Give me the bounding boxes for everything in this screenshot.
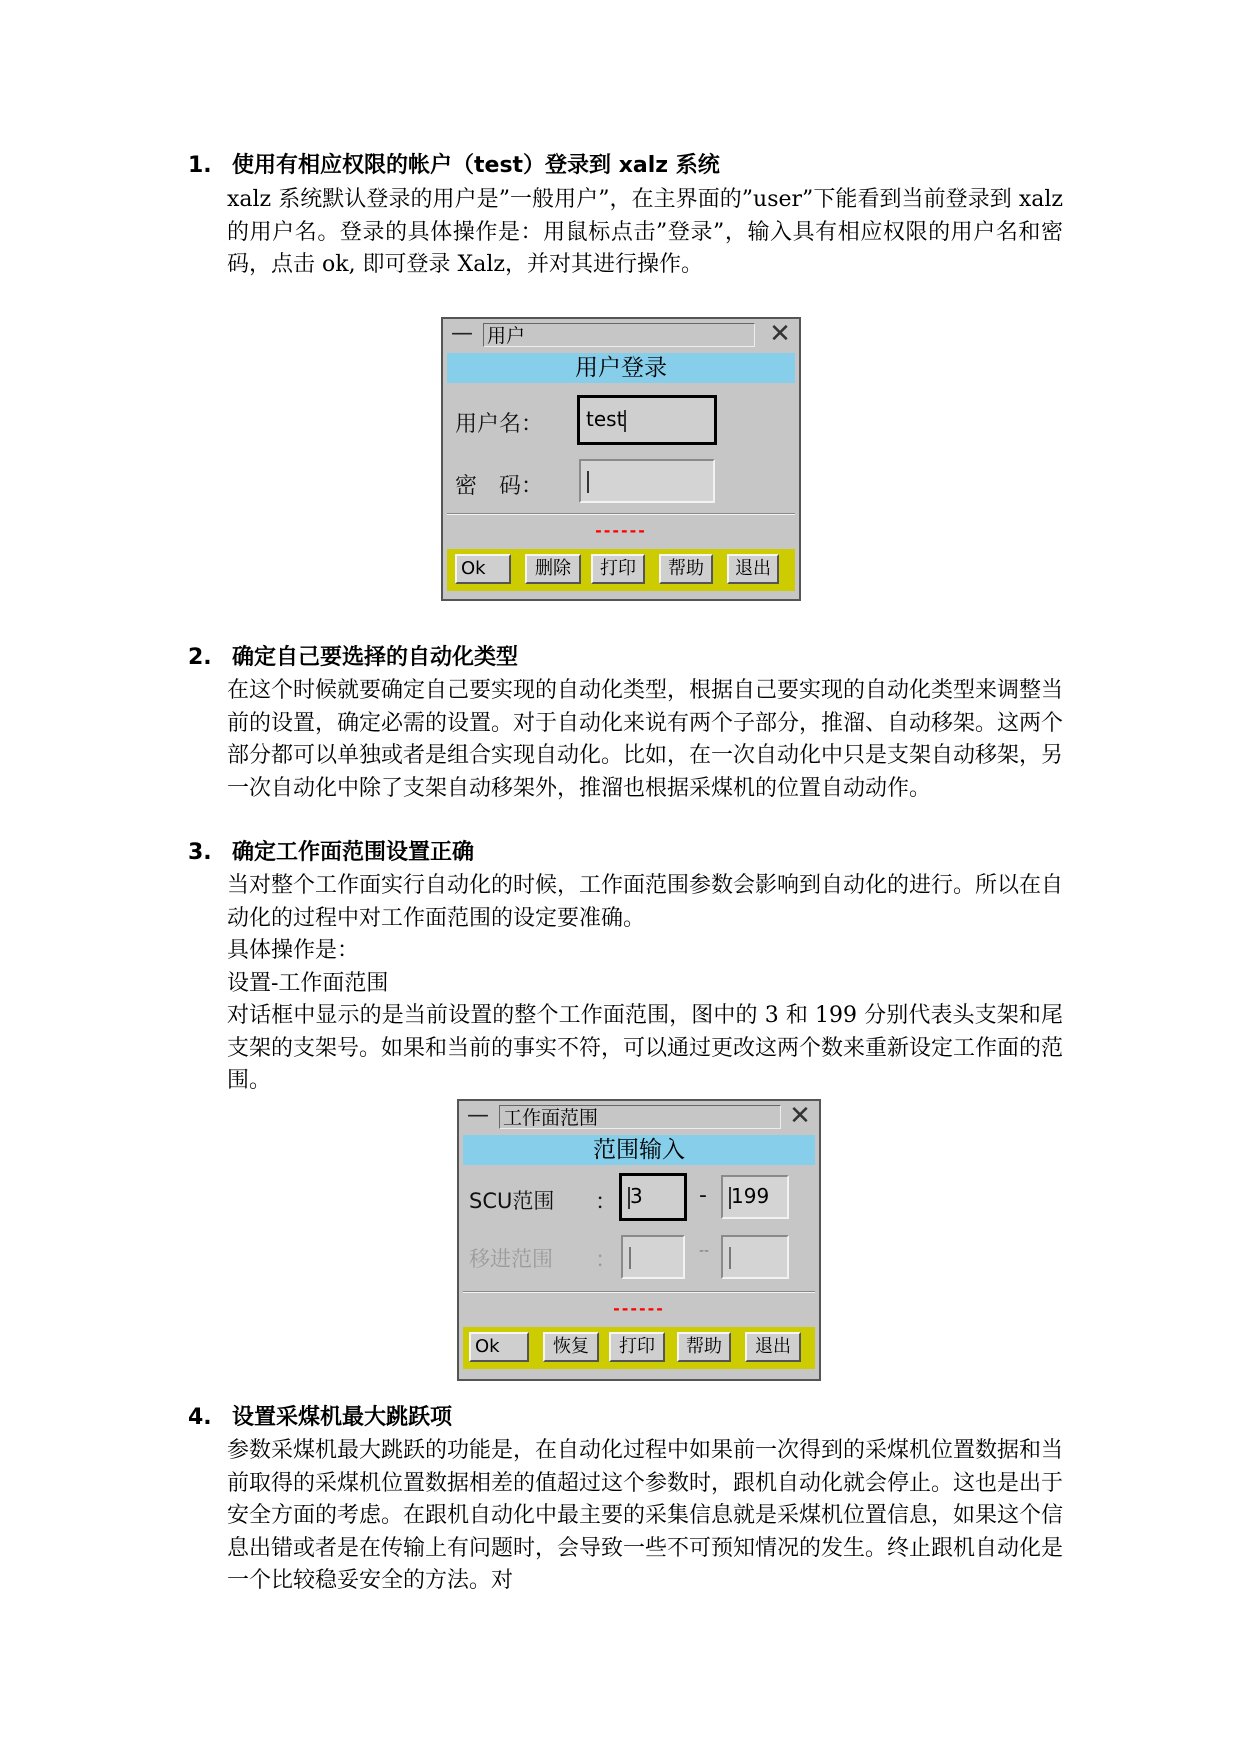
text-cursor [624,410,626,432]
login-dialog [441,317,801,601]
paragraph-line: 当对整个工作面实行自动化的时候，工作面范围参数会影响到自动化的进行。所以在自动化的过程中对工作面范围的设定要准确。 [227,873,1064,931]
scu-from-input[interactable] [619,1173,687,1221]
section-title: 设置采煤机最大跳跃项 [232,1405,453,1430]
section-title: 确定自己要选择的自动化类型 [232,645,519,670]
move-to-input[interactable] [721,1235,789,1279]
close-icon[interactable]: ✕ [769,319,791,349]
paragraph-line: 对话框中显示的是当前设置的整个工作面范围，图中的 3 和 199 分别代表头支架和尾支架的支架号。如果和当前的事实不符，可以通过更改这两个数来重新设定工作面的范围。 [227,1003,1064,1093]
divider [463,1291,815,1293]
close-icon[interactable]: ✕ [789,1101,811,1131]
section-4-heading [188,1403,452,1433]
username-label: 用户名： [455,412,544,437]
title-bar [461,1103,817,1131]
section-number: 3. [188,840,212,865]
section-2-paragraph: 在这个时候就要确定自己要实现的自动化类型，根据自己要实现的自动化类型来调整当前的设置，确定必需的设置。对于自动化来说有两个子部分，推溜、自动移架。这两个部分都可以单独或者是组合实现自动化。比如，在一次自动化中只是支架自动移架，另一次自动化中除了支架自动移架外，推溜也根据采煤机的位置自动动作。 [227,678,1064,801]
section-number: 2. [188,645,212,670]
range-dash: - [699,1183,707,1208]
section-number: 4. [188,1405,212,1430]
dialog-header: 用户登录 [447,353,795,383]
section-title: 确定工作面范围设置正确 [232,840,475,865]
scu-from-value: 3 [630,1184,643,1208]
section-3-body [227,870,1063,1098]
username-value: test [586,407,625,431]
password-input[interactable] [579,459,715,503]
section-4-paragraph: 参数采煤机最大跳跃的功能是，在自动化过程中如果前一次得到的采煤机位置数据和当前取得的采煤机位置数据相差的值超过这个参数时，跟机自动化就会停止。这也是出于安全方面的考虑。在跟机自动化中最主要的采集信息就是采煤机位置信息，如果这个信息出错或者是在传输上有问题时，会导致一些不可预知情况的发生。终止跟机自动化是一个比较稳妥安全的方法。对 [227,1438,1064,1593]
ok-button[interactable]: Ok [469,1332,529,1362]
move-range-label: 移进范围 [469,1247,553,1271]
dialog-header: 范围输入 [463,1135,815,1165]
text-cursor [629,1247,631,1269]
divider [447,513,795,515]
title-bar [445,321,797,349]
status-text: ------ [595,521,647,540]
delete-button[interactable]: 删除 [525,554,581,584]
scu-to-input[interactable] [721,1175,789,1219]
exit-button[interactable]: 退出 [745,1332,801,1362]
window-menu-icon[interactable]: — [467,1103,489,1128]
button-bar [463,1327,815,1369]
range-dialog [457,1099,821,1381]
scu-colon: ： [595,1190,618,1215]
move-dash: -- [699,1243,710,1259]
button-bar [447,549,795,591]
section-2-heading [188,643,518,673]
move-colon: ： [595,1248,618,1273]
help-button[interactable]: 帮助 [677,1332,731,1362]
window-menu-icon[interactable]: — [451,321,473,346]
password-label: 密 码： [455,474,544,499]
print-button[interactable]: 打印 [591,554,645,584]
section-number: 1. [188,153,212,178]
text-cursor [729,1247,731,1269]
scu-to-value: 199 [731,1184,770,1208]
section-1-heading [188,151,720,181]
help-button[interactable]: 帮助 [659,554,713,584]
username-input[interactable] [577,395,717,445]
section-3-heading [188,838,474,868]
window-title: 用户 [483,323,755,347]
exit-button[interactable]: 退出 [727,554,779,584]
window-title: 工作面范围 [499,1105,781,1129]
scu-range-label: SCU范围 [469,1189,555,1213]
text-cursor [587,471,589,493]
section-1-paragraph: xalz 系统默认登录的用户是”一般用户”，在主界面的”user”下能看到当前登录到 xalz 的用户名。登录的具体操作是：用鼠标点击”登录”，输入具有相应权限的用户名和密码，点击 ok, 即可登录 Xalz，并对其进行操作。 [227,187,1063,277]
section-title: 使用有相应权限的帐户（test）登录到 xalz 系统 [232,153,720,178]
status-text: ------ [613,1299,665,1318]
move-from-input[interactable] [621,1235,685,1279]
restore-button[interactable]: 恢复 [543,1332,599,1362]
paragraph-line: 具体操作是： [227,938,360,963]
print-button[interactable]: 打印 [609,1332,665,1362]
ok-button[interactable]: Ok [455,554,511,584]
paragraph-line: 设置-工作面范围 [227,970,389,996]
